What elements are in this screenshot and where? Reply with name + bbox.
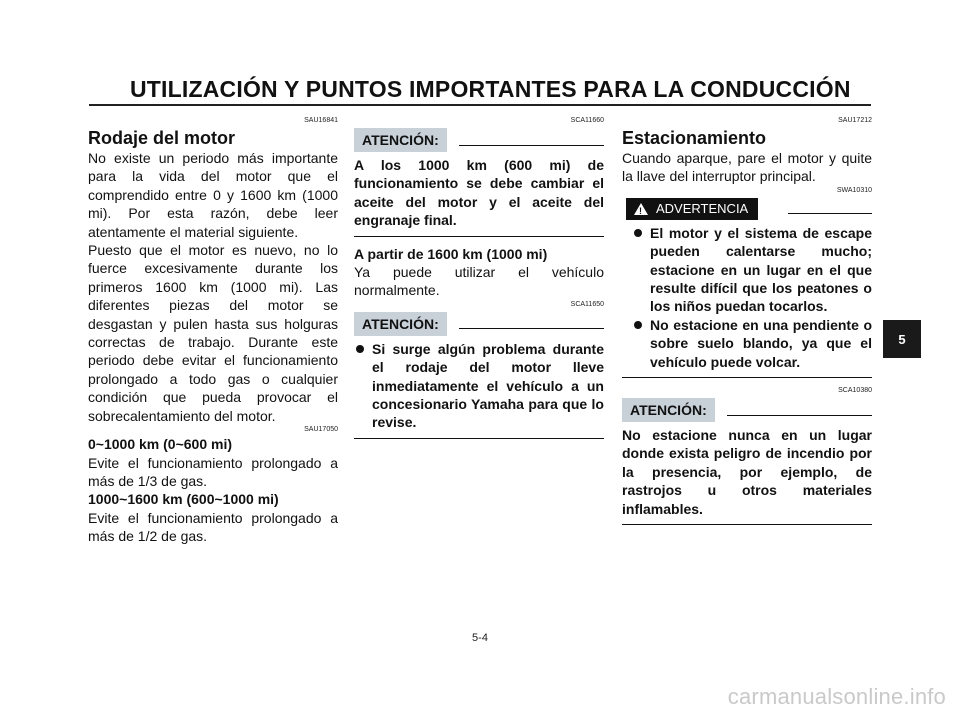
list-item: El motor y el sistema de escape pueden calentarse mucho; estacione en un lugar en el que resulte difícil que los peatones o los niños puedan tocarlos. bbox=[632, 224, 872, 316]
notice-header bbox=[354, 128, 604, 152]
atencion-badge: ATENCIÓN: bbox=[354, 312, 447, 336]
atencion-badge: ATENCIÓN: bbox=[622, 398, 715, 422]
column-2 bbox=[354, 116, 604, 447]
page-header-title: UTILIZACIÓN Y PUNTOS IMPORTANTES PARA LA CONDUCCIÓN bbox=[130, 76, 851, 102]
column-3 bbox=[622, 116, 872, 533]
notice-end-rule bbox=[354, 236, 604, 237]
section-heading-estacionamiento: Estacionamiento bbox=[622, 128, 767, 148]
warning-triangle-icon: ! bbox=[634, 203, 648, 215]
paragraph: Evite el funcionamiento prolongado a más de 1/3 de gas. bbox=[88, 454, 338, 489]
notice-rule bbox=[459, 145, 604, 146]
subheading: 1000~1600 km (600~1000 mi) bbox=[88, 491, 279, 508]
notice-text: A los 1000 km (600 mi) de funcionamiento se debe cambiar el aceite del motor y el aceite del engranaje final. bbox=[354, 157, 604, 229]
column-1 bbox=[88, 116, 338, 546]
notice-end-rule bbox=[354, 438, 604, 439]
header-rule bbox=[89, 104, 871, 106]
subheading: 0~1000 km (0~600 mi) bbox=[88, 436, 232, 453]
paragraph: Evite el funcionamiento prolongado a más de 1/2 de gas. bbox=[88, 509, 338, 545]
list-item: No estacione en una pendiente o sobre suelo blando, ya que el vehículo puede volcar. bbox=[632, 316, 872, 371]
chapter-tab: 5 bbox=[883, 320, 921, 358]
paragraph: Puesto que el motor es nuevo, no lo fuerce excesivamente durante los primeros 1600 km (1000 mi). Las diferentes piezas del motor se desgastan y pulen hasta sus holguras correctas de trabajo. Durante este periodo debe evitar el funcionamiento prolongado a todo gas o cualquier condición que pueda provocar el sobrecalentamiento del motor. bbox=[88, 242, 338, 424]
paragraph: No existe un periodo más importante para la vida del motor que el comprendido entre 0 y 1600 km (1000 mi). Por esta razón, debe leer atentamente el material siguiente. bbox=[88, 150, 338, 240]
notice-rule bbox=[727, 415, 872, 416]
section-code: SAU17050 bbox=[304, 426, 338, 434]
paragraph: Cuando aparque, pare el motor y quite la llave del interruptor principal. bbox=[622, 150, 872, 185]
bullet-icon bbox=[356, 345, 364, 353]
notice-bullet-list bbox=[354, 340, 604, 432]
warning-rule bbox=[788, 213, 872, 214]
notice-header bbox=[354, 312, 604, 336]
bullet-icon bbox=[634, 229, 642, 237]
bullet-icon bbox=[634, 321, 642, 329]
atencion-badge: ATENCIÓN: bbox=[354, 128, 447, 152]
page-number: 5-4 bbox=[472, 632, 488, 644]
notice-end-rule bbox=[622, 524, 872, 525]
warning-bullet-list bbox=[632, 224, 872, 371]
warning-end-rule bbox=[622, 377, 872, 378]
notice-text: No estacione nunca en un lugar donde exista peligro de incendio por la presencia, por ejemplo, de rastrojos u otros materiales inflamables. bbox=[622, 427, 872, 517]
notice-header bbox=[622, 398, 872, 422]
section-code: SAU17212 bbox=[838, 117, 872, 124]
paragraph: Ya puede utilizar el vehículo normalmente. bbox=[354, 264, 604, 299]
section-heading-rodaje: Rodaje del motor bbox=[88, 128, 236, 148]
list-item: Si surge algún problema durante el rodaje del motor lleve inmediatamente el vehículo a un concesionario Yamaha para que lo revise. bbox=[354, 340, 604, 432]
section-code: SWA10310 bbox=[836, 186, 872, 194]
section-code: SCA10380 bbox=[838, 387, 872, 395]
subheading: A partir de 1600 km (1000 mi) bbox=[354, 245, 548, 262]
watermark: carmanualsonline.info bbox=[727, 684, 946, 709]
section-code: SAU16841 bbox=[304, 117, 338, 124]
advertencia-badge: ! ADVERTENCIA bbox=[626, 198, 758, 220]
section-code: SCA11660 bbox=[570, 117, 604, 124]
notice-rule bbox=[459, 328, 604, 329]
section-code: SCA11650 bbox=[570, 300, 604, 308]
warning-header bbox=[626, 198, 872, 220]
